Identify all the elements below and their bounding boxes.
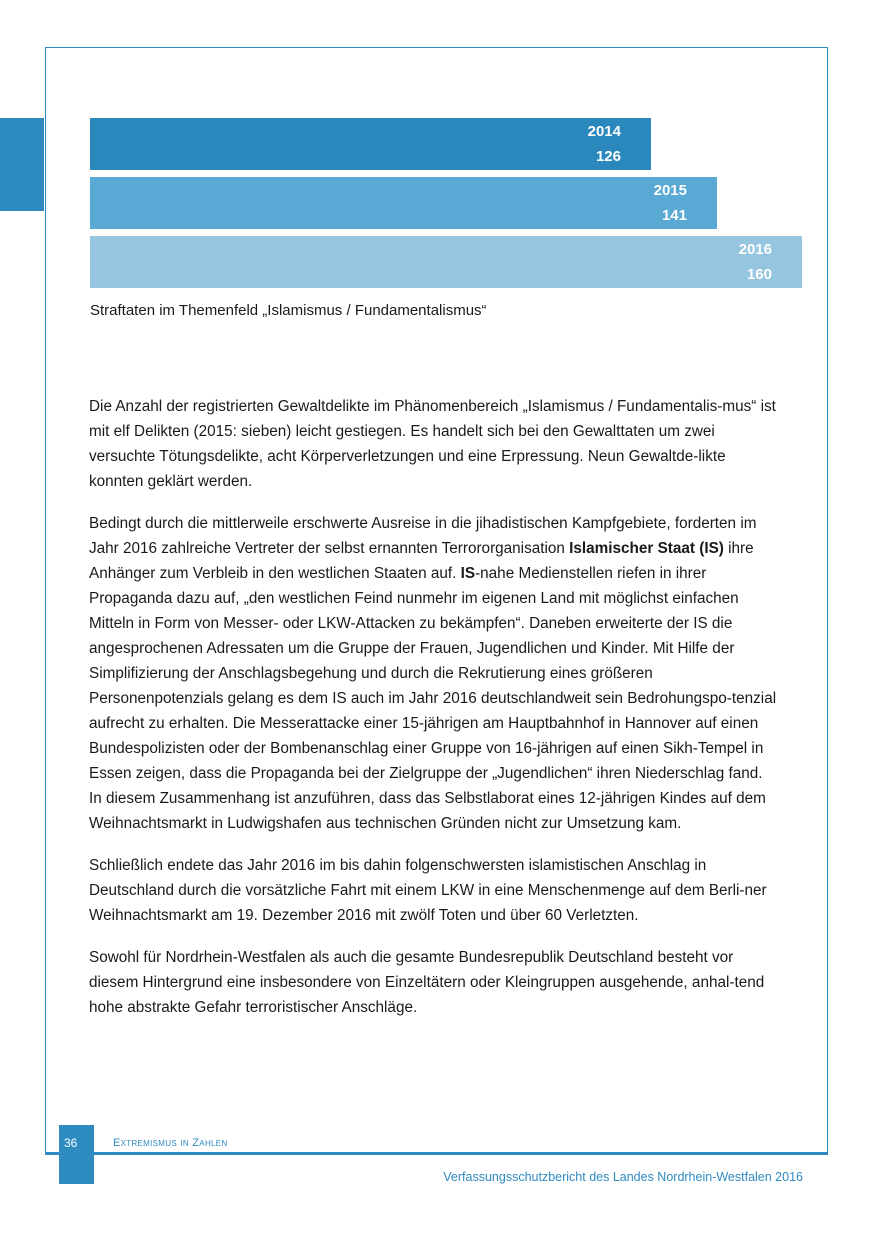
- page-number: 36: [64, 1136, 78, 1150]
- paragraph-3: Schließlich endete das Jahr 2016 im bis dahin folgenschwersten islamistischen Anschlag in Deutschland durch die vorsätzliche Fahrt mit einem LKW in eine Menschenmenge auf dem Berli-ner Weihnachtsmarkt am 19. Dezember 2016 mit zwölf Toten und über 60 Verletzten.: [89, 857, 767, 924]
- paragraph-1: Die Anzahl der registrierten Gewaltdelikte im Phänomenbereich „Islamismus / Fundamentalis-mus“ ist mit elf Delikten (2015: sieben) leicht gestiegen. Es handelt sich bei den Gewalttaten um zwei versuchte Tötungsdelikte, acht Körperverletzungen und eine Erpressung. Neun Gewaltde-likte konnten geklärt werden.: [89, 398, 776, 490]
- bar-label-value-2014: 126: [595, 148, 621, 165]
- bar-label-year-2015: 2015: [653, 182, 687, 199]
- report-title: Verfassungsschutzbericht des Landes Nordrhein-Westfalen 2016: [443, 1170, 803, 1184]
- footer-divider: [45, 1153, 828, 1155]
- paragraph-4: Sowohl für Nordrhein-Westfalen als auch die gesamte Bundesrepublik Deutschland besteht vor diesem Hintergrund eine insbesondere von Einzeltätern oder Kleingruppen ausgehende, anhal-tend hohe abstrakte Gefahr terroristischer Anschläge.: [89, 949, 765, 1016]
- bar-label-value-2015: 141: [661, 207, 687, 224]
- bar-label-value-2016: 160: [746, 266, 772, 283]
- section-title: Extremismus in Zahlen: [113, 1137, 228, 1149]
- chart-caption: Straftaten im Themenfeld „Islamismus / Fundamentalismus“: [90, 302, 487, 319]
- bar-label-year-2014: 2014: [587, 123, 621, 140]
- side-tab-marker: [0, 118, 44, 211]
- bar-2014: [90, 118, 651, 170]
- body-text: [89, 394, 779, 1037]
- bar-2016: [90, 236, 802, 288]
- bar-2015: [90, 177, 717, 229]
- bar-label-year-2016: 2016: [738, 241, 772, 258]
- bar-chart: [90, 118, 802, 290]
- paragraph-2: Bedingt durch die mittlerweile erschwerte Ausreise in die jihadistischen Kampfgebiete, forderten im Jahr 2016 zahlreiche Vertreter der selbst ernannten Terrororganisation Islamischer Staat (IS) ihre Anhänger zum Verbleib in den westlichen Staaten auf. IS-nahe Medienstellen riefen in ihrer Propaganda dazu auf, „den westlichen Feind nunmehr im eigenen Land mit möglichst einfachen Mitteln in Form von Messer- oder LKW-Attacken zu bekämpfen“. Daneben erweiterte der IS die angesprochenen Adressaten um die Gruppe der Frauen, Jugendlichen und Kinder. Mit Hilfe der Simplifizierung der Anschlagsbegehung und durch die Rekrutierung eines größeren Personenpotenzials gelang es dem IS auch im Jahr 2016 deutschlandweit sein Bedrohungspo-tenzial aufrecht zu erhalten. Die Messerattacke einer 15-jährigen am Hauptbahnhof in Hannover auf einen Bundespolizisten oder der Bombenanschlag einer Gruppe von 16-jährigen auf einen Sikh-Tempel in Essen zeigen, dass die Propaganda bei der Zielgruppe der „Jugendlichen“ ihren Niederschlag fand. In diesem Zusammenhang ist anzuführen, dass das Selbstlaborat eines 12-jährigen Kindes auf dem Weihnachtsmarkt in Ludwigshafen aus technischen Gründen nicht zur Umsetzung kam.: [89, 515, 777, 832]
